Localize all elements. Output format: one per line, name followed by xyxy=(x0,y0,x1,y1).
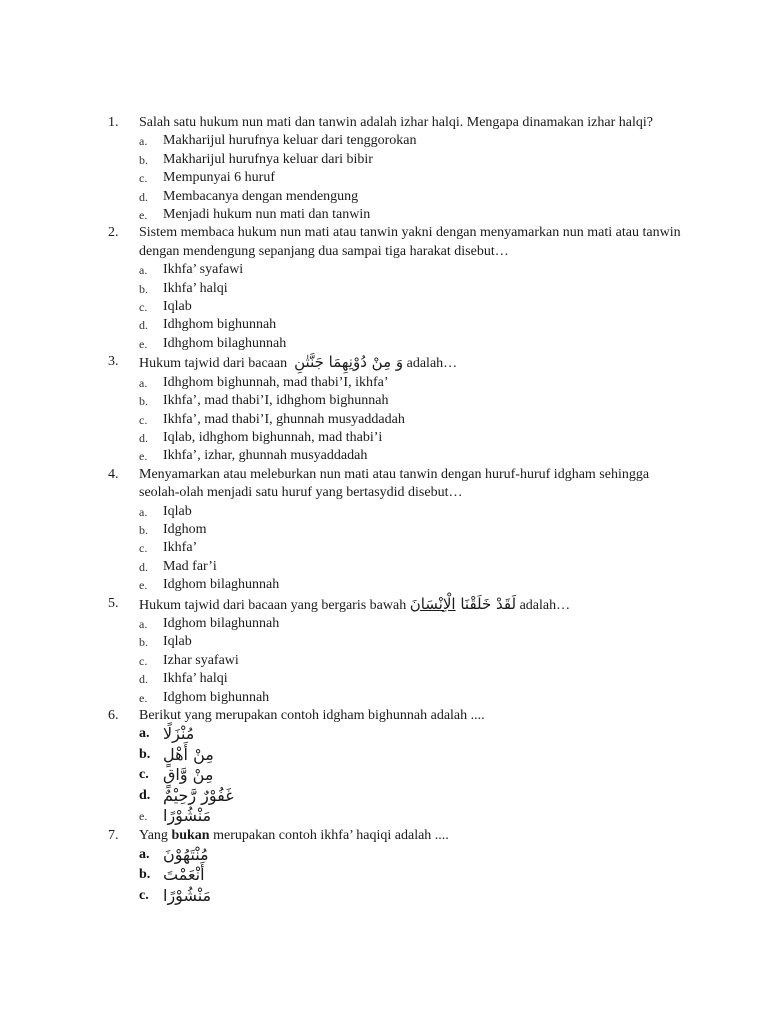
option-text: Ikhfa’ syafawi xyxy=(163,262,244,278)
question-1 xyxy=(108,114,688,224)
option-text: Iqlab, idhghom bighunnah, mad thabi’i xyxy=(163,429,383,445)
question-text-emphasis: bukan xyxy=(171,828,210,844)
question-text-after: adalah… xyxy=(519,597,571,613)
question-text: Salah satu hukum nun mati dan tanwin adalah izhar halqi. Mengapa dinamakan izhar halqi? xyxy=(139,115,653,130)
option-letter: c. xyxy=(139,300,148,315)
option-text: مِنْ وَّاقٍ xyxy=(163,765,214,785)
option-a[interactable] xyxy=(139,503,688,521)
option-c[interactable] xyxy=(139,766,688,786)
option-text: Ikhfa’ halqi xyxy=(163,280,228,296)
option-text: Idhghom bighunnah xyxy=(163,317,277,333)
option-letter: e. xyxy=(139,336,148,351)
question-number: 7. xyxy=(108,828,119,844)
option-letter: e. xyxy=(139,809,148,824)
arabic-phrase xyxy=(410,595,516,613)
option-letter: b. xyxy=(139,152,148,167)
option-c[interactable] xyxy=(139,411,688,429)
option-text: Idghom xyxy=(163,521,207,537)
question-list xyxy=(108,114,688,907)
option-d[interactable] xyxy=(139,316,688,334)
option-d[interactable] xyxy=(139,558,688,576)
question-number: 5. xyxy=(108,595,119,611)
option-e[interactable] xyxy=(139,447,688,465)
option-a[interactable] xyxy=(139,615,688,633)
option-b[interactable] xyxy=(139,521,688,539)
option-letter: c. xyxy=(139,412,148,427)
option-letter: b. xyxy=(139,867,151,883)
option-b[interactable] xyxy=(139,392,688,410)
question-text xyxy=(139,827,688,845)
option-a[interactable] xyxy=(139,261,688,279)
option-letter: c. xyxy=(139,541,148,556)
option-list xyxy=(139,725,688,827)
option-text: Idghom bilaghunnah xyxy=(163,577,280,593)
option-c[interactable] xyxy=(139,652,688,670)
arabic-plain: لَقَدْ خَلَقْنَا xyxy=(460,594,517,613)
question-text xyxy=(139,595,688,615)
option-list xyxy=(139,261,688,353)
question-3 xyxy=(108,353,688,465)
option-text: Idhghom bilaghunnah xyxy=(163,335,287,351)
option-letter: a. xyxy=(139,375,148,390)
option-text: غَفُوْرٌ رَّحِيْمٌ xyxy=(163,785,234,805)
option-e[interactable] xyxy=(139,576,688,594)
arabic-phrase: وَ مِنْ دُوْنِهِمَا جَنَّتٰنِ xyxy=(294,353,404,372)
option-letter: b. xyxy=(139,394,148,409)
option-text: Ikhfa’ xyxy=(163,540,198,556)
option-b[interactable] xyxy=(139,746,688,766)
option-letter: b. xyxy=(139,635,148,650)
option-b[interactable] xyxy=(139,633,688,651)
question-text-before: Hukum tajwid dari bacaan xyxy=(139,356,288,372)
option-letter: a. xyxy=(139,846,150,862)
option-d[interactable] xyxy=(139,787,688,807)
option-d[interactable] xyxy=(139,429,688,447)
option-text: مُنْزَلًا xyxy=(163,724,195,744)
option-text: Idhghom bighunnah, mad thabi’I, ikhfa’ xyxy=(163,374,389,390)
question-2 xyxy=(108,224,688,353)
option-text: Mad far’i xyxy=(163,558,217,574)
option-letter: d. xyxy=(139,787,151,803)
question-number: 4. xyxy=(108,466,119,482)
option-a[interactable] xyxy=(139,725,688,745)
option-text: Ikhfa’, mad thabi’I, idhghom bighunnah xyxy=(163,393,389,409)
option-letter: c. xyxy=(139,653,148,668)
option-letter: a. xyxy=(139,616,148,631)
option-e[interactable] xyxy=(139,206,688,224)
question-text: Menyamarkan atau meleburkan nun mati atau tanwin dengan huruf-huruf idgham sehingga seolah-olah menjadi satu huruf yang bertasydid disebut… xyxy=(139,466,650,501)
option-text: Makharijul hurufnya keluar dari bibir xyxy=(163,151,373,167)
option-c[interactable] xyxy=(139,887,688,907)
question-6 xyxy=(108,707,688,827)
option-letter: a. xyxy=(139,263,148,278)
option-list xyxy=(139,615,688,707)
option-b[interactable] xyxy=(139,866,688,886)
option-letter: e. xyxy=(139,690,148,705)
option-letter: c. xyxy=(139,171,148,186)
question-text-before: Hukum tajwid dari bacaan yang bergaris bawah xyxy=(139,597,407,613)
option-text: Makharijul hurufnya keluar dari tenggorokan xyxy=(163,133,417,149)
question-text-after: merupakan contoh ikhfa’ haqiqi adalah .... xyxy=(213,828,449,844)
question-number: 1. xyxy=(108,115,119,130)
question-7 xyxy=(108,827,688,907)
question-text-before: Yang xyxy=(139,828,168,844)
option-list xyxy=(139,846,688,907)
option-text: Iqlab xyxy=(163,299,192,315)
option-e[interactable] xyxy=(139,807,688,827)
option-text: Iqlab xyxy=(163,634,192,650)
option-letter: a. xyxy=(139,726,150,742)
option-list xyxy=(139,374,688,466)
arabic-underlined: الْاِنْسَانَ xyxy=(409,594,456,613)
option-letter: b. xyxy=(139,522,148,537)
question-text: Berikut yang merupakan contoh idgham bighunnah adalah .... xyxy=(139,708,485,723)
option-text: Mempunyai 6 huruf xyxy=(163,170,275,186)
option-letter: a. xyxy=(139,504,148,519)
option-e[interactable] xyxy=(139,689,688,707)
option-text: Iqlab xyxy=(163,503,192,519)
option-a[interactable] xyxy=(139,132,688,150)
option-text: Menjadi hukum nun mati dan tanwin xyxy=(163,207,371,223)
option-a[interactable] xyxy=(139,846,688,866)
option-c[interactable] xyxy=(139,169,688,187)
question-text: Sistem membaca hukum nun mati atau tanwin yakni dengan menyamarkan nun mati atau tanwin dengan mendengung sepanjang dua sampai tiga harakat disebut… xyxy=(139,225,681,259)
option-letter: d. xyxy=(139,559,148,574)
option-text: مَنْشُوْرًا xyxy=(163,806,212,826)
option-b[interactable] xyxy=(139,151,688,169)
question-number: 3. xyxy=(108,354,119,370)
option-d[interactable] xyxy=(139,188,688,206)
option-b[interactable] xyxy=(139,280,688,298)
question-number: 6. xyxy=(108,708,119,723)
option-list xyxy=(139,132,688,224)
option-letter: c. xyxy=(139,887,149,903)
option-letter: e. xyxy=(139,449,148,464)
option-text: أَنْعَمْتَ xyxy=(163,865,205,885)
option-a[interactable] xyxy=(139,374,688,392)
option-letter: b. xyxy=(139,281,148,296)
option-letter: b. xyxy=(139,746,151,762)
option-text: مُنْتَهُوْنَ xyxy=(163,844,209,864)
question-5 xyxy=(108,595,688,707)
option-letter: e. xyxy=(139,208,148,223)
option-e[interactable] xyxy=(139,335,688,353)
option-text: Ikhfa’, mad thabi’I, ghunnah musyaddadah xyxy=(163,411,405,427)
question-4 xyxy=(108,466,688,595)
question-number: 2. xyxy=(108,225,119,241)
option-text: Ikhfa’ halqi xyxy=(163,671,228,687)
option-c[interactable] xyxy=(139,539,688,557)
option-text: Ikhfa’, izhar, ghunnah musyaddadah xyxy=(163,448,368,464)
option-letter: d. xyxy=(139,672,148,687)
option-text: Idghom bighunnah xyxy=(163,689,270,705)
option-letter: d. xyxy=(139,189,148,204)
option-letter: c. xyxy=(139,767,149,783)
option-letter: a. xyxy=(139,134,148,149)
option-text: Idghom bilaghunnah xyxy=(163,615,280,631)
option-text: Membacanya dengan mendengung xyxy=(163,188,359,204)
question-text xyxy=(139,353,688,373)
option-c[interactable] xyxy=(139,298,688,316)
option-text: Izhar syafawi xyxy=(163,652,239,668)
option-letter: d. xyxy=(139,318,148,333)
option-list xyxy=(139,503,688,595)
question-text-after: adalah… xyxy=(406,356,458,372)
option-text: مَنْشُوْرًا xyxy=(163,885,212,905)
option-letter: d. xyxy=(139,430,148,445)
option-d[interactable] xyxy=(139,670,688,688)
option-text: مِنْ أَهْلٍ xyxy=(163,744,214,764)
option-letter: e. xyxy=(139,578,148,593)
